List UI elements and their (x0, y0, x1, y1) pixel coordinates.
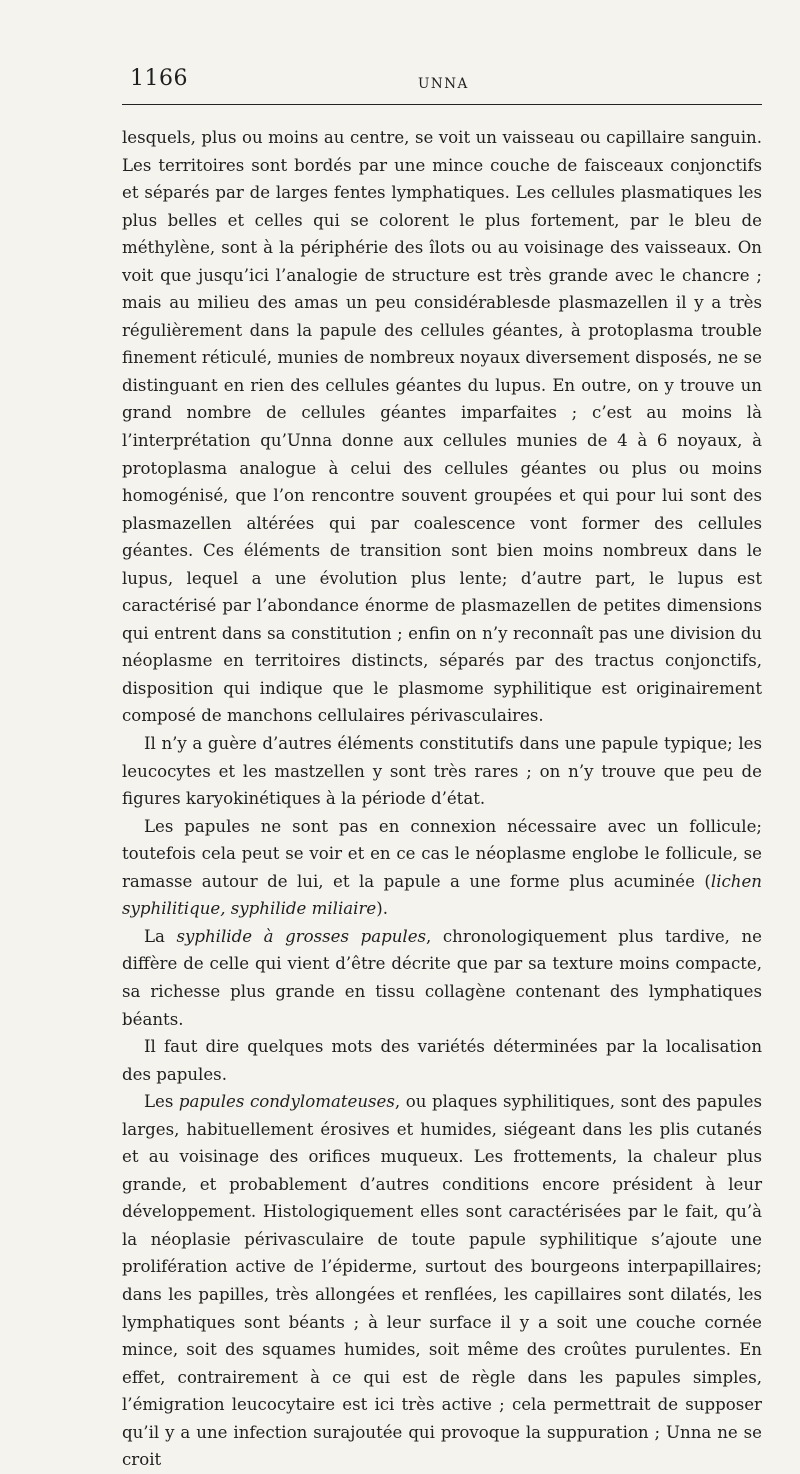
paragraph-p2 (122, 730, 762, 813)
text-segment: , chronologiquement plus tardive, ne diffère de celle qui vient d’être décrite que par sa texture moins compacte, sa richesse plus grande en tissu collagène contenant des lymphatiques béants. (122, 926, 762, 1029)
body-text (122, 124, 762, 1474)
text-segment: lesquels, plus ou moins au centre, se voit un vaisseau ou capillaire sanguin. Les territoires sont bordés par une mince couche de faisceaux conjonctifs et séparés par de larges fentes lymphatiques. Les cellules plasmatiques les plus belles et celles qui se colorent le plus fortement, par le bleu de méthylène, sont à la périphérie des îlots ou au voisinage des vaisseaux. On voit que jusqu’ici l’analogie de structure est très grande avec le chancre ; mais au milieu des amas un peu considérablesde plasmazellen il y a très régulièrement dans la papule des cellules géantes, à protoplasma trouble finement réticulé, munies de nombreux noyaux diversement disposés, ne se distinguant en rien des cellules géantes du lupus. En outre, on y trouve un grand nombre de cellules géantes imparfaites ; c’est au moins là l’interprétation qu’Unna donne aux cellules munies de 4 à 6 noyaux, à protoplasma analogue à celui des cellules géantes ou plus ou moins homogénisé, que l’on rencontre souvent groupées et qui pour lui sont des plasmazellen altérées qui par coalescence vont former des cellules géantes. Ces éléments de transition sont bien moins nombreux dans le lupus, lequel a une évolution plus lente; d’autre part, le lupus est caractérisé par l’abondance énorme de plasmazellen de petites dimensions qui entrent dans sa constitution ; enfin on n’y reconnaît pas une division du néoplasme en territoires distincts, séparés par des tractus conjonctifs, disposition qui indique que le plasmome syphilitique est originairement composé de manchons cellulaires périvasculaires. (122, 128, 762, 726)
text-segment: Il n’y a guère d’autres éléments constitutifs dans une papule typique; les leucocytes et les mastzellen y sont très rares ; on n’y trouve que peu de figures karyokinétiques à la période d’état. (122, 734, 762, 809)
running-head: UNNA (418, 76, 469, 92)
paragraph-p4 (122, 923, 762, 1033)
text-segment: ). (376, 899, 388, 919)
text-segment: , ou plaques syphilitiques, sont des papules larges, habituellement érosives et humides, siégeant dans les plis cutanés et au voisinage des orifices muqueux. Les frottements, la chaleur plus grande, et probablement d’autres conditions encore président à leur développement. Histologiquement elles sont caractérisées par le fait, qu’à la néoplasie périvasculaire de toute papule syphilitique s’ajoute une prolifération active de l’épiderme, surtout des bourgeons interpapillaires; dans les papilles, très allongées et renflées, les capillaires sont dilatés, les lymphatiques sont béants ; à leur surface il y a soit une couche cornée mince, soit des squames humides, soit même des croûtes purulentes. En effet, contrairement à ce qui est de règle dans les papules simples, l’émigration leucocytaire est ici très active ; cela permettrait de supposer qu’il y a une infection surajoutée qui provoque la suppuration ; Unna ne se croit (122, 1092, 762, 1470)
header-rule (122, 104, 762, 105)
text-segment: La (144, 926, 177, 946)
page-number: 1166 (130, 66, 188, 91)
page-header (122, 66, 762, 96)
text-segment: Les papules ne sont pas en connexion nécessaire avec un follicule; toutefois cela peut se voir et en ce cas le néoplasme englobe le follicule, se ramasse autour de lui, et la papule a une forme plus acuminée ( (122, 816, 762, 891)
paragraph-p1 (122, 124, 762, 730)
paragraph-p6 (122, 1088, 762, 1474)
text-segment: Il faut dire quelques mots des variétés déterminées par la localisation des papules. (122, 1037, 762, 1084)
italic-term: syphilide à grosses papules (176, 926, 427, 946)
paragraph-p3 (122, 813, 762, 923)
paragraph-p5 (122, 1033, 762, 1088)
italic-term: lichen syphilitique, syphilide miliaire (122, 871, 762, 919)
text-segment: Les (144, 1092, 179, 1112)
italic-term: papules condylomateuses (178, 1092, 395, 1112)
